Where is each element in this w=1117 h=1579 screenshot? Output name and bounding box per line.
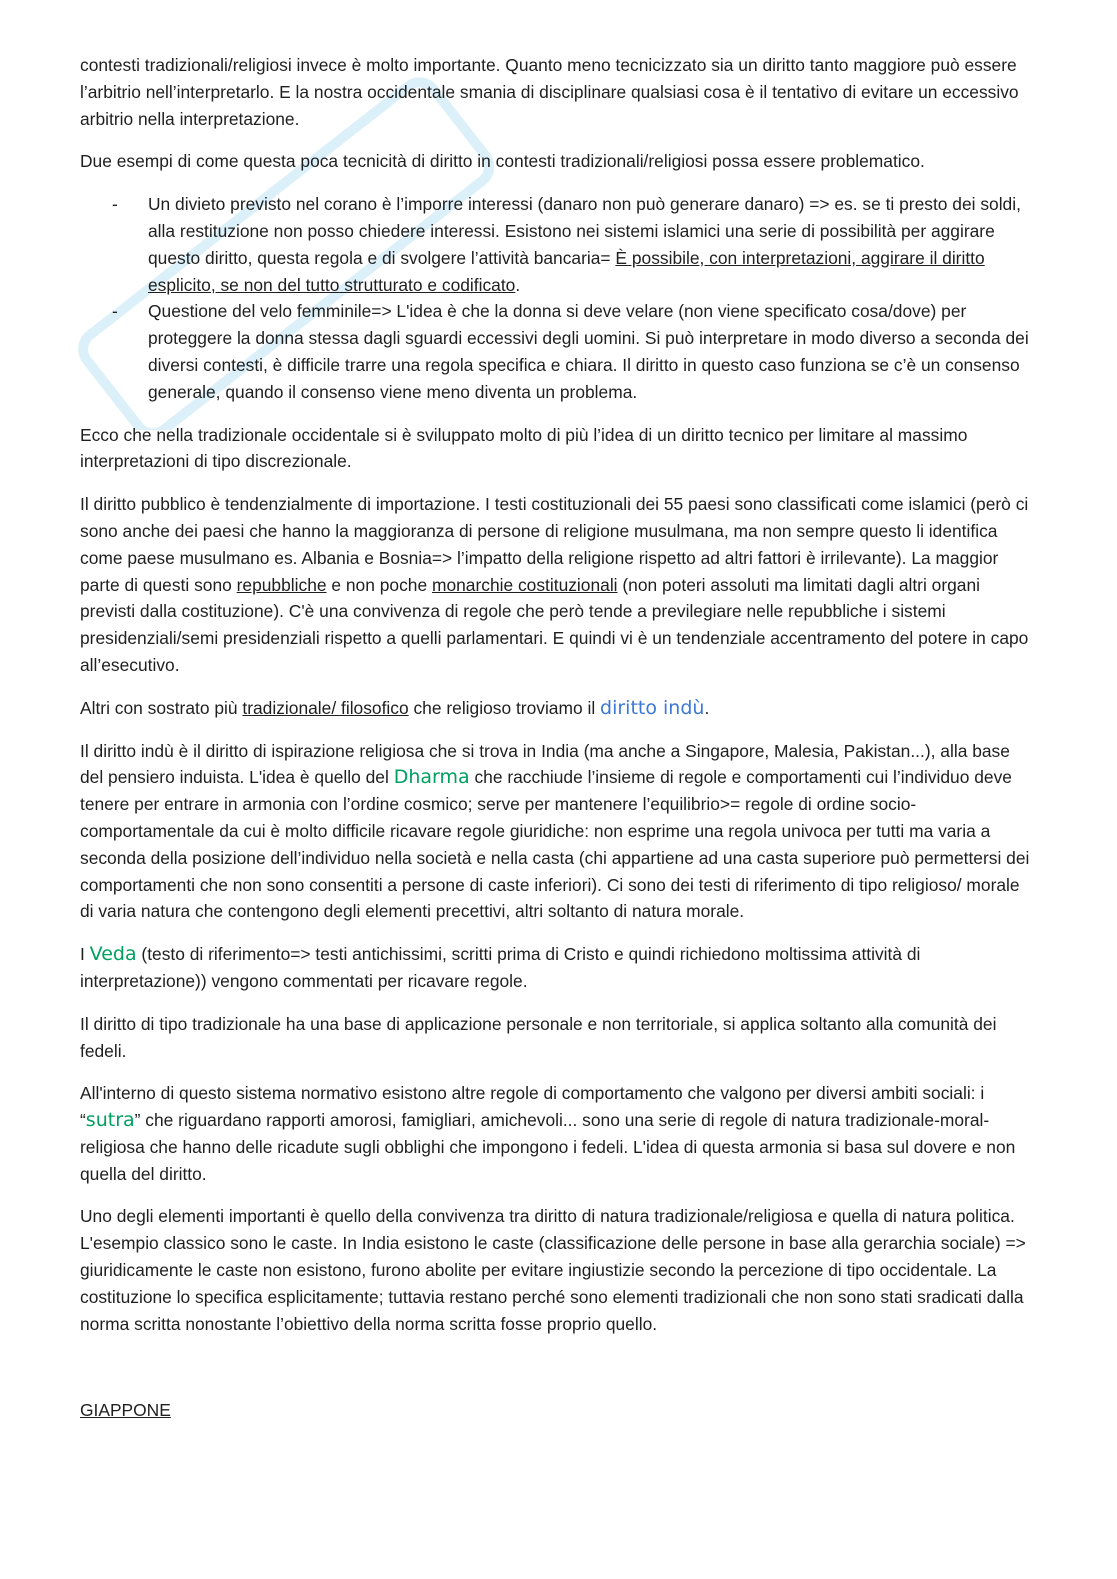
- examples-list: [80, 191, 1035, 405]
- text-run: (testo di riferimento=> testi antichissimi, scritti prima di Cristo e quindi richiedono moltissima attività di interpretazione)) vengono commentati per ricavare regole.: [80, 944, 921, 991]
- text-run: Il diritto indù è il diritto di ispirazione religiosa che si trova in India (ma anche a Singapore, Malesia, Pakistan...), alla base del pensiero induista. L'idea è quello del: [80, 740, 1010, 788]
- paragraph-diritto-pubblico: [80, 491, 1035, 679]
- text-run: All'interno di questo sistema normativo esistono altre regole di comportamento che valgono per diversi ambiti sociali: i “: [80, 1083, 985, 1131]
- underlined-phrase: È possibile, con interpretazioni, aggirare il diritto esplicito, se non del tutto strutturato e codificato: [148, 247, 985, 295]
- highlight-diritto-indu: diritto indù: [600, 696, 705, 719]
- paragraph-esempi-intro: Due esempi di come questa poca tecnicità di diritto in contesti tradizionali/religiosi possa essere problematico.: [80, 151, 925, 172]
- list-item-velo: - Questione del velo femminile=> L'idea è che la donna si deve velare (non viene specificato cosa/dove) per proteggere la donna stessa dagli sguardi eccessivi degli uomini. Si può interpretare in modo diverso a seconda dei diversi contesti, è difficile trarre una regola specifica e chiara. Il diritto in questo caso funziona se c’è un consenso generale, quando il consenso viene meno diventa un problema.: [80, 298, 1035, 405]
- text-run: (non poteri assoluti ma limitati dagli altri organi previsti dalla costituzione). C'è una convivenza di regole che però tende a previlegiare nelle repubbliche i sistemi presidenziali/semi presidenziali rispetto a quelli parlamentari. E quindi vi è un tendenziale accentramento del potere in capo all’esecutivo.: [80, 574, 1029, 675]
- text-run: Il diritto pubblico è tendenzialmente di importazione. I testi costituzionali dei 55 paesi sono classificati come islamici (però ci sono anche dei paesi che hanno la maggioranza di persone di religione musulmana, ma non sempre questo li identifica come paese musulmano es. Albania e Bosnia=> l’impatto della religione rispetto ad altri fattori è irrilevante). La maggior parte di questi sono: [80, 494, 1029, 595]
- section-heading-giappone: GIAPPONE: [80, 1400, 171, 1421]
- text-run: .: [704, 697, 710, 718]
- paragraph-diritto-tecnico: Ecco che nella tradizionale occidentale si è sviluppato molto di più l’idea di un diritto tecnico per limitare al massimo interpretazioni di tipo discrezionale.: [80, 424, 968, 472]
- paragraph-arbitrio: contesti tradizionali/religiosi invece è molto importante. Quanto meno tecnicizzato sia un diritto tanto maggiore può essere l’arbitrio nell’interpretarlo. E la nostra occidentale smania di disciplinare qualsiasi cosa è il tentativo di evitare un eccessivo arbitrio nella interpretazione.: [80, 55, 1019, 129]
- underlined-tradizionale: tradizionale/ filosofico: [242, 697, 409, 718]
- text-run: I: [80, 944, 90, 965]
- text-run: Altri con sostrato più: [80, 697, 243, 718]
- text-run: e non poche: [326, 574, 432, 595]
- highlight-veda: Veda: [89, 943, 137, 966]
- paragraph-applicazione-personale: Il diritto di tipo tradizionale ha una base di applicazione personale e non territoriale, si applica soltanto alla comunità dei fedeli.: [80, 1013, 997, 1061]
- list-item-text: Un divieto previsto nel corano è l’imporre interessi (danaro non può generare danaro) => es. se ti presto dei soldi, alla restituzione non posso chiedere interessi. Esistono nei sistemi islamici una serie di possibilità per aggirare questo diritto, questa regola e di svolgere l’attività bancaria=: [148, 194, 1021, 268]
- highlight-dharma: Dharma: [393, 766, 470, 789]
- document-page: [80, 52, 1035, 1440]
- list-item-corano: [80, 191, 1035, 298]
- text-run: che racchiude l’insieme di regole e comportamenti cui l’individuo deve tenere per entrare in armonia con l’ordine cosmico; serve per mantenere l’equilibrio>= regole di ordine socio-comportamentale da cui è molto difficile ricavare regole giuridiche: non esprime una regola univoca per tutti ma varia a seconda della posizione dell’individuo nella società e nella casta (chi appartiene ad una casta superiore può permettersi dei comportamenti che non sono consentiti a persone di caste inferiori). Ci sono dei testi di riferimento di tipo religioso/ morale di varia natura che contengono degli elementi precettivi, altri soltanto di natura morale.: [80, 767, 1030, 922]
- paragraph-sutra: [80, 1080, 1035, 1187]
- paragraph-sostrato: [80, 695, 1035, 722]
- text-run: ” che riguardano rapporti amorosi, famigliari, amichevoli... sono una serie di regole di natura tradizionale-moral-religiosa che hanno delle ricadute sugli obblighi che impongono i fedeli. L'idea di questa armonia si basa sul dovere e non quella del diritto.: [80, 1110, 1016, 1184]
- text-run: che religioso troviamo il: [408, 697, 601, 718]
- underlined-monarchie: monarchie costituzionali: [431, 574, 618, 595]
- highlight-sutra: sutra: [85, 1109, 135, 1132]
- underlined-repubbliche: repubbliche: [236, 574, 327, 595]
- paragraph-veda: [80, 941, 1035, 995]
- paragraph-caste: Uno degli elementi importanti è quello della convivenza tra diritto di natura tradizionale/religiosa e quella di natura politica. L'esempio classico sono le caste. In India esistono le caste (classificazione delle persone in base alla gerarchia sociale) => giuridicamente le caste non esistono, furono abolite per evitare ingiustizie secondo la percezione di tipo occidentale. La costituzione lo specifica esplicitamente; tuttavia restano perché sono elementi tradizionali che non sono stati sradicati dalla norma scritta nonostante l’obiettivo della norma scritta fosse proprio quello.: [80, 1206, 1026, 1334]
- list-item-end: .: [515, 274, 521, 295]
- paragraph-dharma: [80, 738, 1035, 926]
